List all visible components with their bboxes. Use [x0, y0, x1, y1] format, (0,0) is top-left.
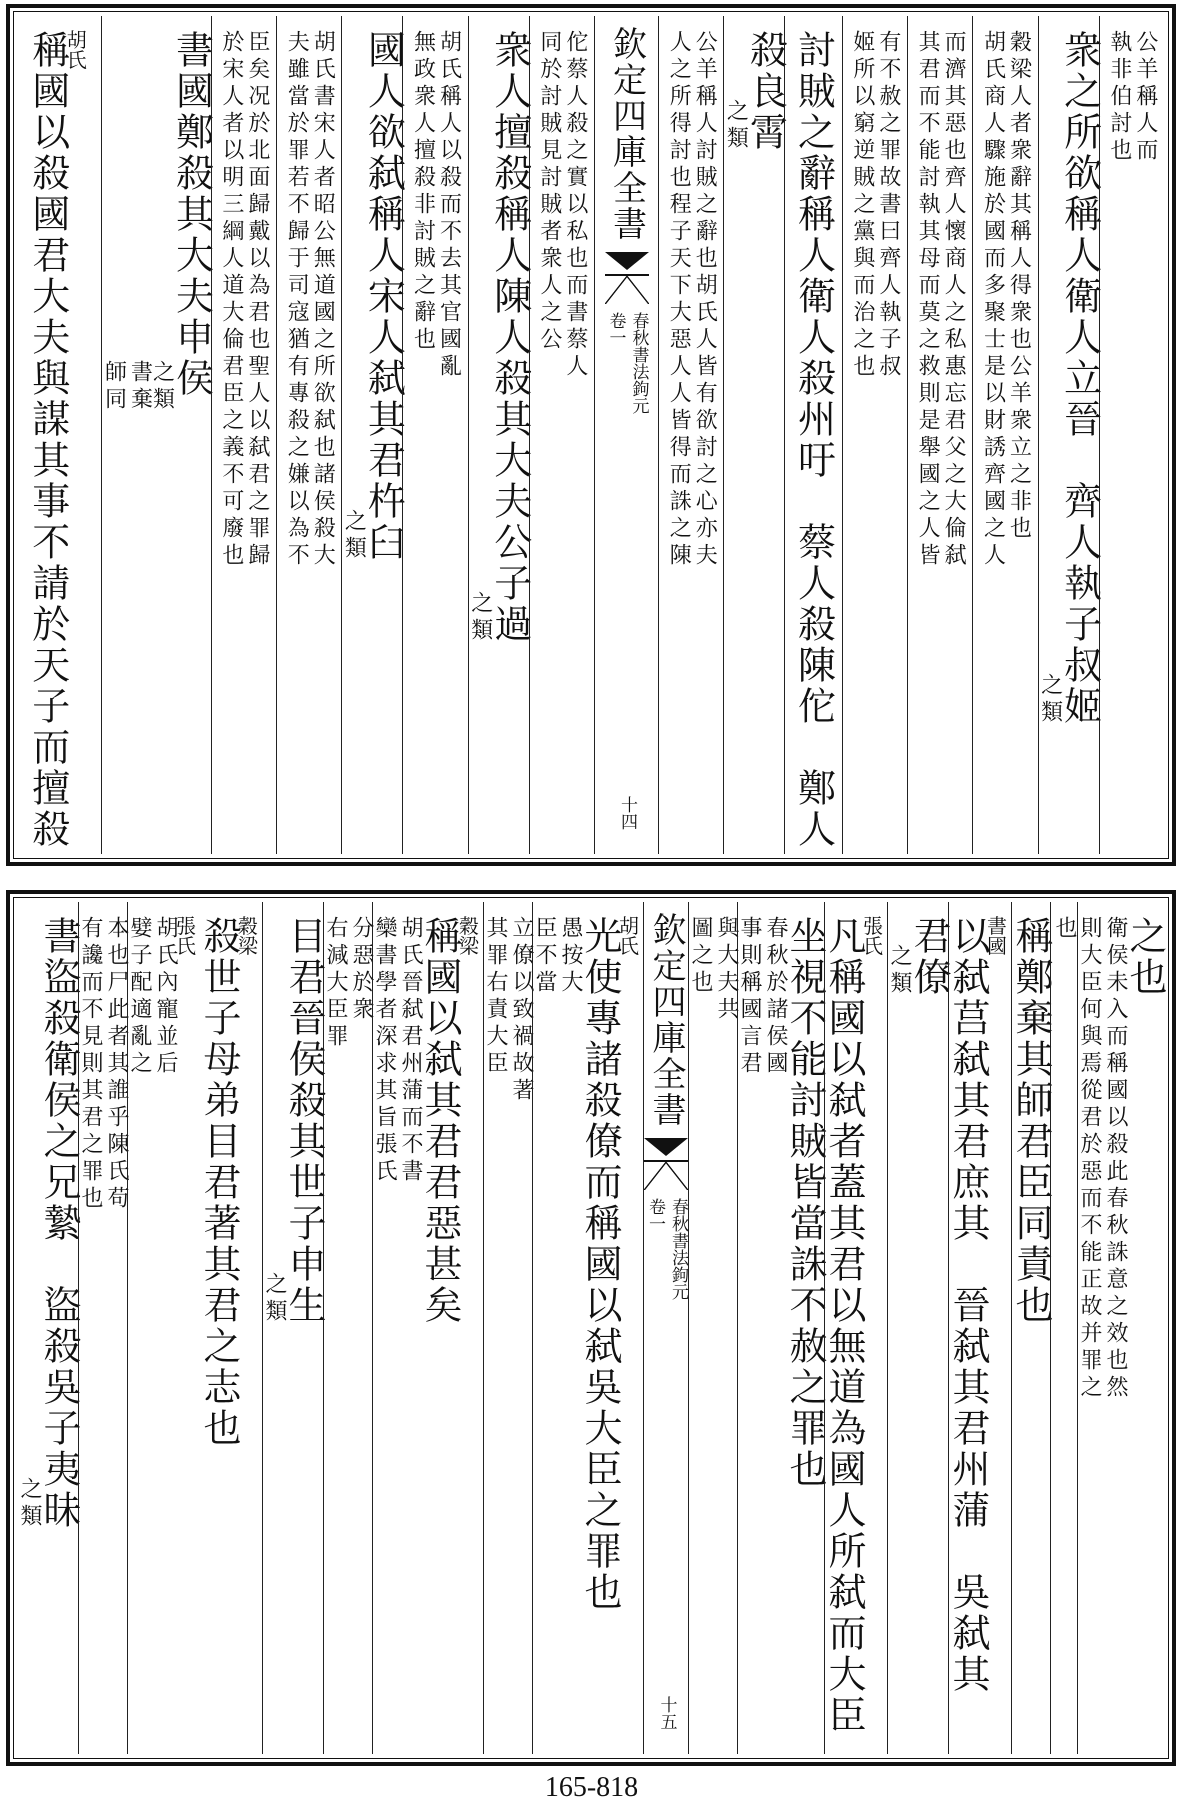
commentary-double-line	[284, 30, 336, 570]
note-double-line	[103, 360, 151, 414]
text-column	[211, 16, 276, 854]
commentary-line: 春秋於諸侯國	[763, 916, 788, 1078]
text-column	[723, 16, 788, 854]
text-column	[784, 16, 841, 854]
main-text: 書盜殺衛侯之兄縶 盜殺吳子夷昧	[37, 916, 81, 1531]
commentary-line: 臣不當	[532, 916, 557, 997]
main-text: 光使專諸殺僚而稱國以弑吳大臣之罪也	[578, 916, 622, 1613]
commentary-line: 也	[1052, 916, 1077, 943]
text-column	[1050, 902, 1077, 1754]
text-column	[402, 16, 467, 854]
commentary-line: 有不赦之罪故書曰齊人執子叔	[875, 30, 901, 381]
fish-tail-mark	[644, 1138, 688, 1156]
commentary-double-line	[666, 30, 718, 570]
text-column	[688, 902, 737, 1754]
commentary-line: 同於討賊見討賊者衆人之公	[536, 30, 562, 354]
commentary-line: 有讒而不見則其君之罪也	[78, 916, 103, 1213]
inline-annotation-mid: 張氏	[176, 914, 201, 958]
text-column	[1037, 16, 1102, 854]
commentary-line: 胡氏稱人以殺而不去其官國亂	[436, 30, 462, 381]
text-column	[972, 16, 1037, 854]
main-text: 書國鄭殺其大夫申侯	[169, 30, 214, 399]
commentary-line: 姬所以窮逆賊之黨與而治之也	[849, 30, 875, 381]
inline-annotation-head: 穀梁	[238, 914, 263, 958]
main-text: 之也	[1123, 916, 1167, 998]
commentary-line: 人之所得討也程子天下大惡人人皆得而誅之陳	[666, 30, 692, 570]
commentary-line: 胡氏書宋人者昭公無道國之所欲弑也諸侯殺大	[310, 30, 336, 570]
main-text: 衆之所欲稱人衛人立晉 齊人執子叔姬	[1057, 30, 1102, 727]
commentary-double-line	[1078, 916, 1126, 1402]
spine-folio: 十五	[656, 1696, 677, 1730]
main-text: 討賊之辭稱人衛人殺州吁 蔡人殺陳佗 鄭人	[791, 30, 836, 850]
commentary-double-line	[220, 30, 268, 570]
main-text: 殺良霄	[743, 30, 788, 153]
inline-annotation-tail: 之類	[17, 1477, 42, 1531]
commentary-double-line	[538, 30, 586, 381]
text-column	[842, 16, 907, 854]
commentary-line: 圖之也	[688, 916, 713, 997]
commentary-line: 胡氏內寵並后	[153, 916, 178, 1078]
main-text: 衆人擅殺稱人陳人殺其大夫公子過	[487, 30, 532, 645]
inline-annotation-tail: 之類	[149, 360, 175, 414]
commentary-double-line	[915, 30, 967, 570]
commentary-double-line	[851, 30, 899, 381]
text-column	[887, 902, 951, 1754]
text-column	[737, 902, 827, 1754]
commentary-line: 與大夫共	[714, 916, 739, 1024]
inline-annotation-tail: 之類	[887, 944, 912, 998]
text-column	[658, 16, 723, 854]
text-column	[78, 902, 127, 1754]
commentary-line: 穀梁人者衆辭其稱人得衆也公羊衆立之非也	[1006, 30, 1032, 543]
commentary-double-line	[738, 916, 786, 1078]
commentary-line: 公羊稱人而	[1132, 30, 1158, 165]
text-columns-top	[18, 16, 1164, 854]
text-column	[907, 16, 972, 854]
spine-meta	[607, 312, 647, 414]
text-column	[101, 16, 214, 854]
commentary-line: 本也尸此者其誰乎陳氏苟	[104, 916, 129, 1213]
text-column	[127, 902, 262, 1754]
commentary-double-line	[128, 916, 176, 1078]
center-spine	[594, 16, 658, 854]
text-column	[1099, 16, 1164, 854]
commentary-line: 佗蔡人殺之實以私也而書蔡人	[562, 30, 588, 381]
commentary-double-line	[79, 916, 127, 1213]
text-column	[1077, 902, 1167, 1754]
commentary-double-line	[533, 916, 581, 997]
inline-annotation-head: 穀梁	[459, 914, 484, 958]
text-column	[1009, 902, 1053, 1754]
page-panel-bottom	[6, 890, 1176, 1766]
commentary-line: 夫雖當於罪若不歸于司寇猶有專殺之嫌以為不	[284, 30, 310, 570]
main-text: 君僚	[907, 916, 951, 998]
inline-annotation-tail: 之類	[1037, 673, 1063, 727]
commentary-line: 其罪右責大臣	[483, 916, 508, 1078]
spine-book-title: 春秋書法鉤元	[668, 1198, 688, 1300]
commentary-double-line	[324, 916, 372, 1051]
main-text: 殺世子母弟目君著其君之志也	[197, 916, 241, 1449]
text-column	[483, 902, 532, 1754]
fish-tail-mark-lower	[605, 274, 649, 304]
commentary-line: 立僚以致禍故著	[509, 916, 534, 1105]
spine-volume: 卷一	[605, 312, 626, 346]
commentary-line: 愚按大	[558, 916, 583, 997]
text-column	[467, 16, 532, 854]
inline-annotation-tail: 之類	[341, 509, 367, 563]
text-column	[948, 902, 1011, 1754]
commentary-line: 執非伯討也	[1106, 30, 1132, 165]
page-panel-top	[6, 4, 1176, 866]
commentary-double-line	[1108, 30, 1156, 165]
text-column	[341, 16, 406, 854]
commentary-line: 則大臣何與焉從君於惡而不能正故并罪之	[1077, 916, 1102, 1402]
spine-title: 欽定四庫全書	[606, 26, 647, 242]
commentary-line: 衛侯未入而稱國以殺此春秋誅意之效也然	[1103, 916, 1128, 1402]
main-text: 凡稱國以弑者蓋其君以無道為國人所弑而大臣	[822, 916, 866, 1736]
commentary-line: 公羊稱人討賊之辭也胡氏人皆有欲討之心亦夫	[692, 30, 718, 570]
fish-tail-mark-lower	[644, 1160, 688, 1190]
commentary-line: 胡氏商人驟施於國而多聚士是以財誘齊國之人	[980, 30, 1006, 570]
note-line: 師同	[101, 360, 127, 414]
commentary-double-line	[373, 916, 421, 1186]
text-columns-bottom	[17, 902, 1167, 1754]
commentary-double-line	[412, 30, 460, 381]
main-text: 國人欲弑稱人宋人弑其君杵臼	[361, 30, 406, 563]
main-text: 目君晉侯殺其世子申生	[282, 916, 326, 1326]
commentary-line: 欒書學者深求其旨張氏	[372, 916, 397, 1186]
commentary-line: 無政衆人擅殺非討賊之辭也	[410, 30, 436, 354]
inline-annotation-tail: 之類	[467, 591, 493, 645]
main-text: 以弑莒弑其君庶其 晉弑其君州蒲 吳弑其	[946, 916, 990, 1695]
text-column	[372, 902, 483, 1754]
center-spine	[643, 902, 688, 1754]
inline-annotation-tail: 之類	[262, 1272, 287, 1326]
text-column	[529, 16, 594, 854]
commentary-line: 分惡於衆	[349, 916, 374, 1024]
text-column	[262, 902, 326, 1754]
text-column	[323, 902, 372, 1754]
commentary-double-line	[1053, 916, 1075, 943]
commentary-line: 事則稱國言君	[737, 916, 762, 1078]
text-column	[18, 16, 101, 854]
spine-book-title: 春秋書法鉤元	[628, 312, 649, 414]
commentary-line: 臣矣况於北面歸戴以為君也聖人以弑君之罪歸	[244, 30, 270, 570]
spine-meta	[646, 1198, 686, 1300]
commentary-double-line	[484, 916, 532, 1105]
note-line: 書棄	[127, 360, 153, 414]
main-text: 稱國以殺國君大夫與謀其事不請於天子而擅殺	[25, 30, 70, 850]
inline-annotation-head: 胡氏	[619, 914, 644, 958]
text-column	[532, 902, 643, 1754]
text-column	[17, 902, 81, 1754]
inline-annotation-tail: 之類	[723, 99, 749, 153]
commentary-line: 於宋人者以明三綱人道大倫君臣之義不可廢也	[218, 30, 244, 570]
spine-volume: 卷一	[645, 1198, 665, 1232]
commentary-double-line	[689, 916, 737, 1024]
main-text: 坐視不能討賊皆當誅不赦之罪也	[783, 916, 827, 1490]
inline-annotation-head: 胡氏	[66, 28, 92, 72]
main-text: 稱鄭棄其師君臣同責也	[1009, 916, 1053, 1326]
commentary-line: 嬖子配適亂之	[127, 916, 152, 1078]
commentary-double-line	[982, 30, 1030, 570]
commentary-line: 胡氏晉弑君州蒲而不書	[398, 916, 423, 1186]
inline-annotation-head: 張氏	[863, 914, 888, 958]
commentary-line: 右減大臣罪	[323, 916, 348, 1051]
fish-tail-mark	[605, 252, 649, 270]
text-column	[276, 16, 341, 854]
spine-folio: 十四	[617, 796, 638, 830]
commentary-line: 而濟其惡也齊人懷商人之私惠忘君父之大倫弑	[941, 30, 967, 570]
text-column	[824, 902, 887, 1754]
page-number: 165-818	[544, 1772, 639, 1803]
inline-annotation-head: 書國	[987, 914, 1012, 958]
spine-title: 欽定四庫全書	[646, 912, 686, 1128]
commentary-line: 其君而不能討執其母而莫之救則是舉國之人皆	[915, 30, 941, 570]
main-text: 稱國以弑其君君惡甚矣	[418, 916, 462, 1326]
